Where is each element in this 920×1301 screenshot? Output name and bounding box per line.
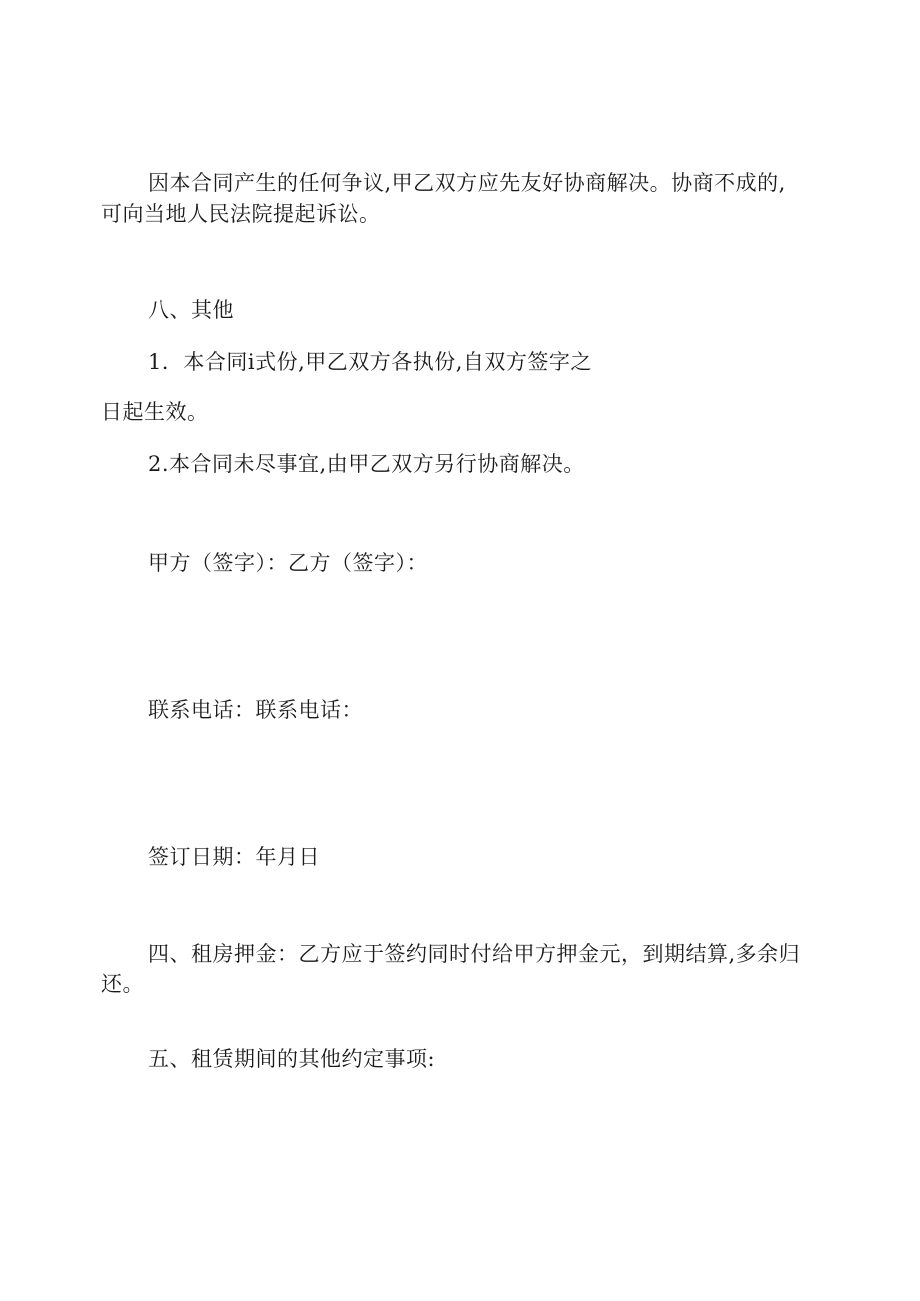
dispute-paragraph-line-2: 可向当地人民法院提起诉讼。	[101, 202, 381, 226]
clause-2: 2.本合同未尽事宜,由甲乙双方另行协商解决。	[148, 452, 585, 476]
dispute-paragraph-line-1: 因本合同产生的任何争议,甲乙双方应先友好协商解决。协商不成的,	[148, 171, 786, 195]
section-5-heading: 五、租赁期间的其他约定事项:	[148, 1047, 436, 1071]
signature-line: 甲方（签字）：乙方（签字）：	[148, 551, 428, 575]
clause-1-line-1: 1．本合同i式份,甲乙双方各执份,自双方签字之	[148, 350, 592, 374]
deposit-paragraph-line-1: 四、租房押金：乙方应于签约同时付给甲方押金元，到期结算,多余归	[148, 942, 801, 966]
contact-phone-line: 联系电话：联系电话：	[148, 698, 363, 722]
clause-1-line-2: 日起生效。	[101, 400, 209, 424]
signing-date-line: 签订日期：年月日	[148, 845, 320, 869]
section-8-heading: 八、其他	[148, 298, 234, 322]
deposit-paragraph-line-2: 还。	[101, 972, 144, 996]
